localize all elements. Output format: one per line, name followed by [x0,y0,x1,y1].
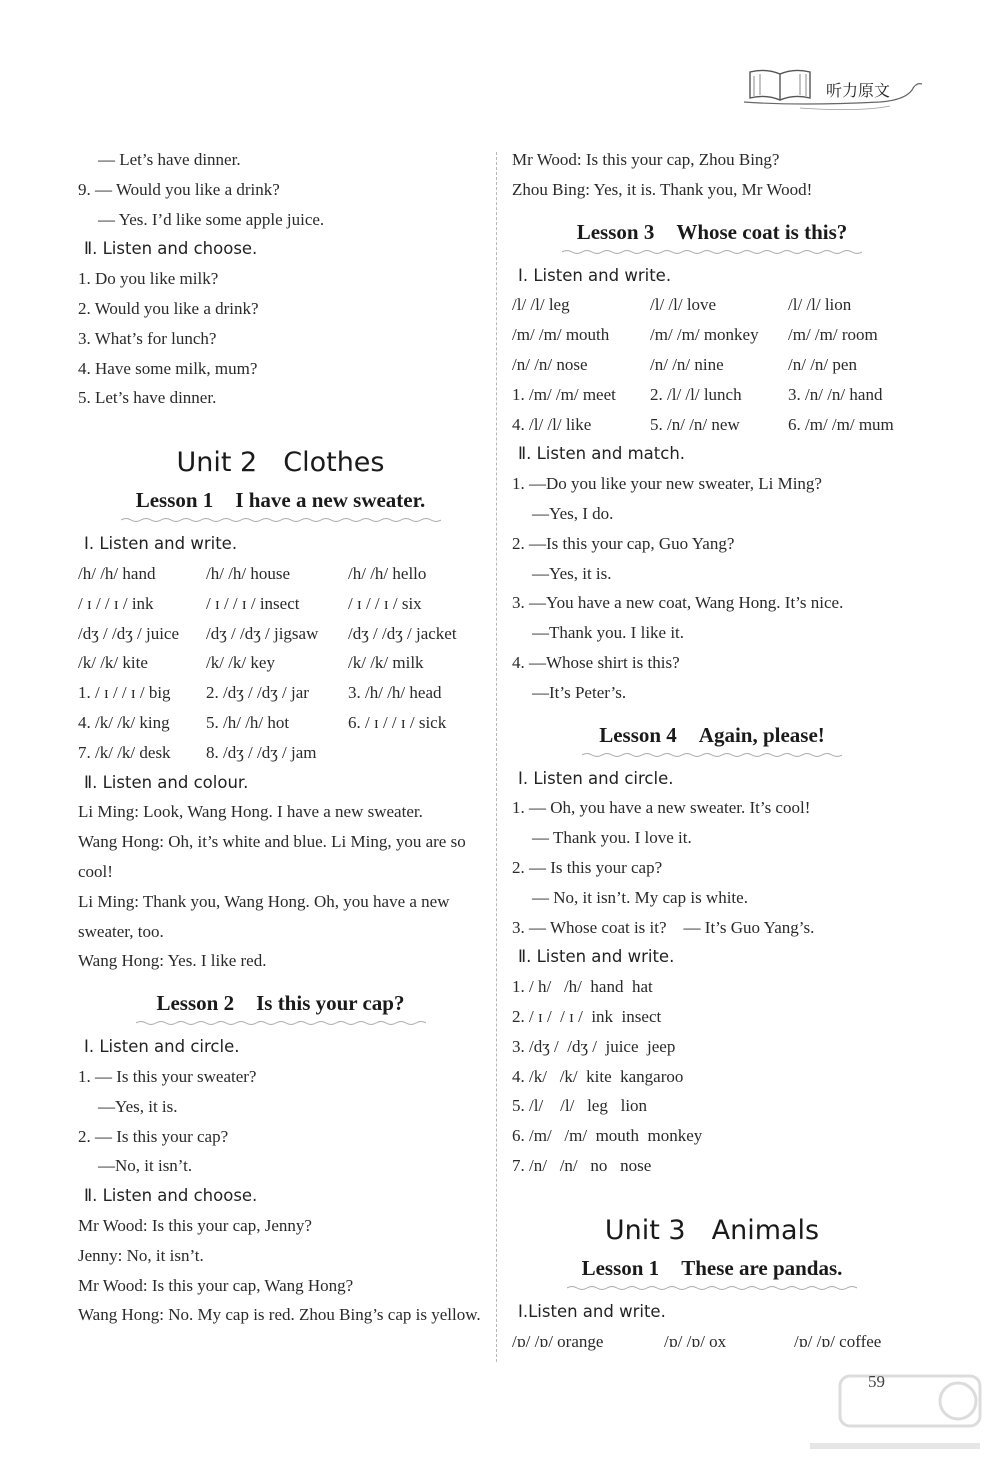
text-line: 3. — Whose coat is it? — It’s Guo Yang’s. [512,917,815,937]
phonics-cell: /l/ /l/ love [650,295,717,315]
phonics-cell: 8. /dʒ / /dʒ / jam [206,742,317,762]
phonics-cell: 1. /m/ /m/ meet [512,384,616,404]
phonics-cell: / ɪ / / ɪ / six [348,593,422,613]
text-line: 9. — Would you like a drink? [78,179,280,199]
phonics-cell: /n/ /n/ nine [650,354,724,374]
text-line: — No, it isn’t. My cap is white. [532,887,748,907]
lesson-label: Lesson 4 [599,722,677,747]
dialogue-line: Zhou Bing: Yes, it is. Thank you, Mr Wood! [512,179,813,199]
list-item: 7. /n/ /n/ no nose [512,1155,652,1175]
phonics-row [512,380,912,410]
right-column [512,145,912,1356]
phonics-cell: /dʒ / /dʒ / juice [78,623,180,643]
dialogue-line: Wang Hong: No. My cap is red. Zhou Bing’s cap is yellow. [78,1305,481,1325]
text-line: —Yes, it is. [98,1096,178,1116]
phonics-cell: /l/ /l/ leg [512,295,570,315]
phonics-row [78,559,483,589]
dialogue-line: Jenny: No, it isn’t. [78,1245,204,1265]
phonics-cell: /dʒ / /dʒ / jigsaw [206,623,319,643]
list-item: 5. Let’s have dinner. [78,388,217,408]
section-heading: Ⅱ. Listen and write. [518,947,675,967]
phonics-cell: /l/ /l/ lion [788,295,852,315]
phonics-row [78,678,483,708]
header-title: 听力原文 [826,81,891,100]
phonics-row [512,410,912,440]
phonics-cell: /dʒ / /dʒ / jacket [348,623,457,643]
phonics-cell: /ɒ/ /ɒ/ orange [512,1331,604,1351]
dialogue-line: Li Ming: Thank you, Wang Hong. Oh, you have a new sweater, too. [78,891,450,941]
phonics-cell: /h/ /h/ hand [78,563,156,583]
unit-name: Animals [711,1214,820,1246]
phonics-cell: /m/ /m/ mouth [512,325,610,345]
lesson-title [512,718,912,752]
unit-label: Unit 3 [604,1214,686,1246]
text-line: — Thank you. I love it. [532,828,692,848]
phonics-cell: 3. /n/ /n/ hand [788,384,883,404]
unit-name: Clothes [283,447,385,479]
phonics-cell: 2. /l/ /l/ lunch [650,384,742,404]
left-column [78,145,483,1330]
section-heading: Ⅰ.Listen and write. [518,1301,666,1321]
lesson-label: Lesson 1 [581,1255,660,1280]
phonics-cell: / ɪ / / ɪ / ink [78,593,154,613]
section-heading: Ⅰ. Listen and circle. [84,1037,240,1057]
unit-label: Unit 2 [176,447,258,479]
list-item: 3. /dʒ / /dʒ / juice jeep [512,1036,676,1056]
phonics-cell: 6. /m/ /m/ mum [788,414,894,434]
text-line: 1. — Is this your sweater? [78,1066,257,1086]
wavy-underline [562,249,862,255]
list-item: 4. /k/ /k/ kite kangaroo [512,1066,684,1086]
phonics-cell: 4. /k/ /k/ king [78,712,170,732]
text-line: —It’s Peter’s. [532,682,627,702]
phonics-cell: /m/ /m/ room [788,325,878,345]
phonics-cell: 3. /h/ /h/ head [348,683,442,703]
lesson-title [78,483,483,517]
dialogue-line: Mr Wood: Is this your cap, Wang Hong? [78,1275,354,1295]
text-line: — Let’s have dinner. [98,150,241,169]
lesson-title [78,986,483,1020]
text-line: 2. — Is this your cap? [512,857,663,877]
lesson-title [512,1251,912,1285]
lesson-label: Lesson 2 [156,991,235,1016]
text-line: 1. — Oh, you have a new sweater. It’s cool! [512,798,811,818]
dialogue-line: Mr Wood: Is this your cap, Jenny? [78,1215,312,1235]
lesson-name: I have a new sweater. [235,488,426,513]
phonics-cell: 5. /n/ /n/ new [650,414,740,434]
phonics-row [512,1327,912,1357]
phonics-cell: /n/ /n/ nose [512,354,588,374]
list-item: 1. / h/ /h/ hand hat [512,977,653,997]
phonics-cell: /m/ /m/ monkey [650,325,759,345]
text-line: —Yes, I do. [532,503,614,523]
section-heading: Ⅱ. Listen and choose. [84,239,258,259]
text-line: —No, it isn’t. [98,1156,193,1176]
phonics-cell: 7. /k/ /k/ desk [78,742,171,762]
phonics-cell: /k/ /k/ key [206,653,275,673]
phonics-cell: /n/ /n/ pen [788,354,857,374]
column-divider [496,152,497,1362]
lesson-name: Again, please! [698,722,825,747]
lesson-title [512,215,912,249]
lesson-name: These are pandas. [681,1255,843,1280]
text-line: 2. — Is this your cap? [78,1126,229,1146]
section-heading: Ⅰ. Listen and write. [518,265,672,285]
watermark-logo-icon [800,1368,990,1458]
list-item: 2. / ɪ / / ɪ / ink insect [512,1006,662,1026]
phonics-cell: /ɒ/ /ɒ/ coffee [794,1331,882,1351]
section-heading: Ⅰ. Listen and circle. [518,768,674,788]
section-heading: Ⅱ. Listen and choose. [84,1186,258,1206]
phonics-row [512,350,912,380]
lesson-label: Lesson 3 [576,219,655,244]
section-heading: Ⅱ. Listen and colour. [84,772,249,792]
text-line: — Yes. I’d like some apple juice. [98,209,325,229]
page-number: 59 [868,1372,885,1391]
phonics-cell: 5. /h/ /h/ hot [206,712,290,732]
phonics-row [78,708,483,738]
text-line: —Thank you. I like it. [532,623,685,643]
phonics-cell: / ɪ / / ɪ / insect [206,593,300,613]
lesson-name: Whose coat is this? [676,219,848,244]
dialogue-line: Wang Hong: Yes. I like red. [78,951,267,971]
phonics-cell: /k/ /k/ kite [78,653,148,673]
lesson-label: Lesson 1 [135,488,214,513]
text-line: 1. —Do you like your new sweater, Li Ming? [512,474,822,494]
text-line: 3. —You have a new coat, Wang Hong. It’s nice. [512,593,844,613]
unit-title [78,443,483,483]
phonics-cell: /h/ /h/ hello [348,563,427,583]
section-heading: Ⅰ. Listen and write. [84,534,238,554]
dialogue-line: Wang Hong: Oh, it’s white and blue. Li Ming, you are so cool! [78,832,466,881]
phonics-cell: 1. / ɪ / / ɪ / big [78,683,171,703]
phonics-row [78,738,483,768]
list-item: 4. Have some milk, mum? [78,358,258,378]
phonics-row [512,290,912,320]
page-header [740,62,940,122]
phonics-cell: /k/ /k/ milk [348,653,424,673]
wavy-underline [121,517,441,523]
wavy-underline [136,1020,426,1026]
section-heading: Ⅱ. Listen and match. [518,444,686,464]
phonics-cell: 4. /l/ /l/ like [512,414,592,434]
phonics-cell: /ɒ/ /ɒ/ ox [664,1331,727,1351]
text-line: —Yes, it is. [532,563,612,583]
list-item: 3. What’s for lunch? [78,328,217,348]
list-item: 2. Would you like a drink? [78,298,259,318]
phonics-row [512,320,912,350]
phonics-row [78,589,483,619]
phonics-row [78,619,483,649]
phonics-cell: 6. / ɪ / / ɪ / sick [348,712,447,732]
phonics-row [78,648,483,678]
phonics-cell: 2. /dʒ / /dʒ / jar [206,683,309,703]
list-item: 5. /l/ /l/ leg lion [512,1096,648,1116]
list-item: 1. Do you like milk? [78,269,219,289]
text-line: 2. —Is this your cap, Guo Yang? [512,533,735,553]
wavy-underline [567,1285,857,1291]
unit-title [512,1211,912,1251]
dialogue-line: Mr Wood: Is this your cap, Zhou Bing? [512,150,780,169]
lesson-name: Is this your cap? [256,991,405,1016]
list-item: 6. /m/ /m/ mouth monkey [512,1126,703,1146]
text-line: 4. —Whose shirt is this? [512,652,680,672]
dialogue-line: Li Ming: Look, Wang Hong. I have a new sweater. [78,802,423,822]
phonics-cell: /h/ /h/ house [206,563,291,583]
wavy-underline [582,752,842,758]
